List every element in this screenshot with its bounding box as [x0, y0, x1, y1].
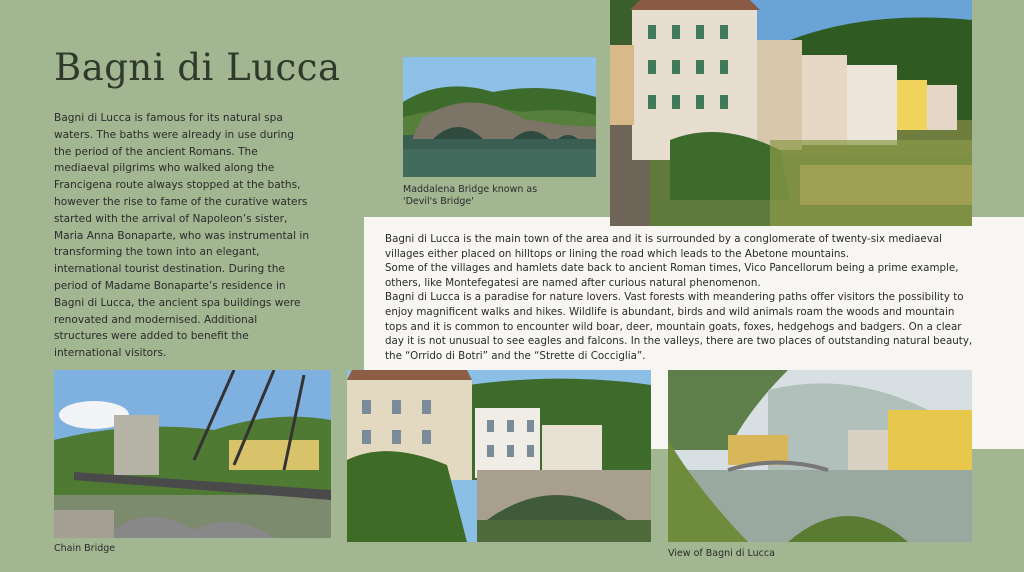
- caption-chain-bridge: Chain Bridge: [54, 543, 116, 554]
- paragraph-2: Some of the villages and hamlets date back to ancient Roman times, Vico Pancellorum being a prime example, others, like Montefegatesi are named after curious natural phenomenon.: [385, 262, 959, 289]
- caption-view-bagni: View of Bagni di Lucca: [668, 548, 775, 559]
- paragraph-1: Bagni di Lucca is the main town of the area and it is surrounded by a conglomerate of twenty-six mediaeval villages either placed on hilltops or lining the road which leads to the Abetone mountains.: [385, 233, 943, 260]
- arch-bridge-photo: [347, 370, 651, 542]
- page-title: Bagni di Lucca: [54, 46, 341, 89]
- intro-paragraph: Bagni di Lucca is famous for its natural spa waters. The baths were already in use during the period of the ancient Romans. The mediaeval pilgrims who walked along the Francigena route always stopped at the baths, however the rise to fame of the curative waters started with the arrival of Napoleon’s sister, Maria Anna Bonaparte, who was instrumental in transforming the town into an elegant, international tourist destination. During the period of Madame Bonaparte’s residence in Bagni di Lucca, the ancient spa buildings were renovated and modernised. Additional structures were added to benefit the international visitors.: [54, 112, 310, 360]
- village-river-photo: [610, 0, 972, 226]
- paragraph-3: Bagni di Lucca is a paradise for nature lovers. Vast forests with meandering paths offer visitors the possibility to enjoy magnificent walks and hikes. Wildlife is abundant, birds and wild animals roam the woods and mountain tops and it is common to encounter wild boar, deer, mountain goats, foxes, hedgehogs and badgers. On a clear day it is not unusual to see eagles and falcons. In the valleys, there are two places of outstanding natural beauty, the “Orrido di Botri” and the “Strette di Cocciglia”.: [385, 291, 973, 362]
- caption-maddalena-bridge: Maddalena Bridge known as 'Devil's Bridge': [403, 184, 538, 207]
- maddalena-bridge-photo: [403, 57, 596, 177]
- view-bagni-photo: [668, 370, 972, 542]
- main-text: [385, 232, 977, 363]
- chain-bridge-photo: [54, 370, 331, 538]
